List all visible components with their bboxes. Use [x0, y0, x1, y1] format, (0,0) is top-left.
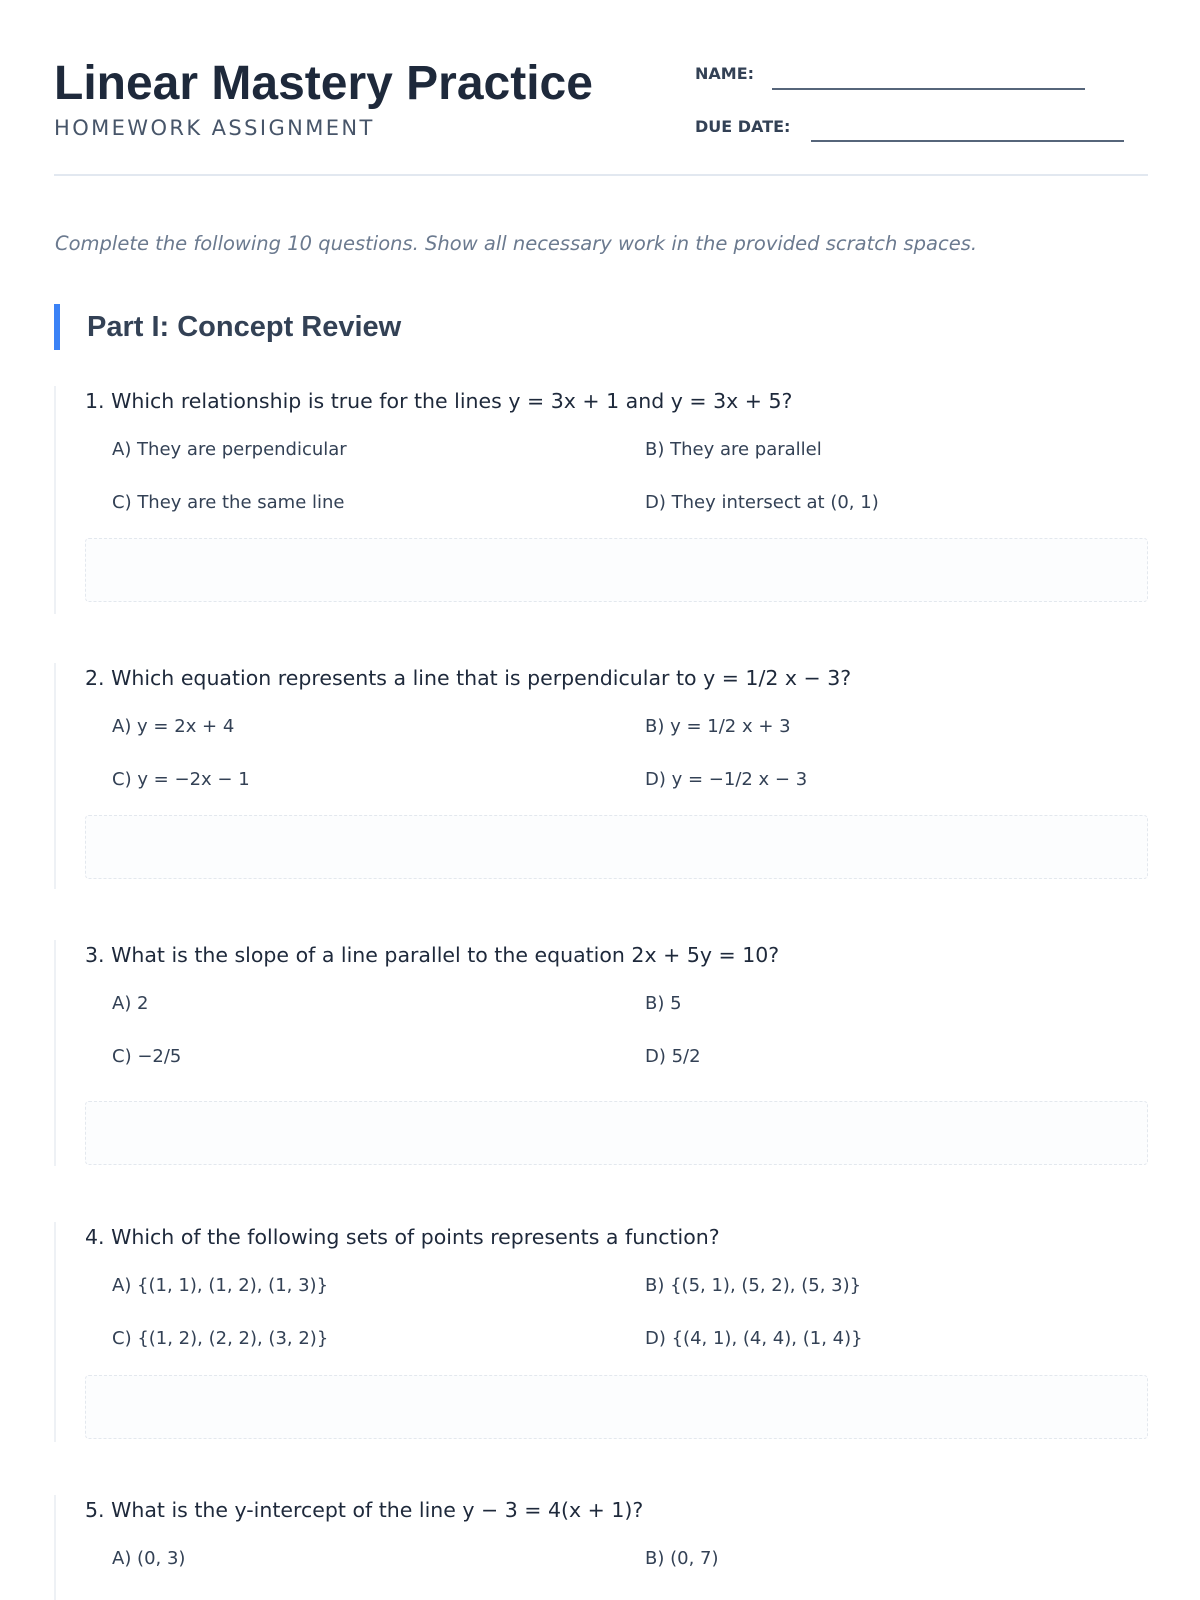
header-divider [54, 174, 1148, 176]
name-field-line[interactable] [772, 88, 1085, 90]
section-accent-bar [54, 304, 60, 350]
question-4 [54, 1222, 1150, 1442]
option-d[interactable]: D) {(4, 1), (4, 4), (1, 4)} [645, 1328, 863, 1349]
option-a[interactable]: A) {(1, 1), (1, 2), (1, 3)} [112, 1275, 329, 1296]
option-b[interactable]: B) (0, 7) [645, 1548, 719, 1569]
option-a[interactable]: A) They are perpendicular [112, 439, 347, 460]
due-date-field-line[interactable] [811, 140, 1124, 142]
option-a[interactable]: A) y = 2x + 4 [112, 716, 235, 737]
option-a[interactable]: A) (0, 3) [112, 1548, 186, 1569]
question-text: 5. What is the y-intercept of the line y − 3 = 4(x + 1)? [85, 1498, 644, 1522]
instructions: Complete the following 10 questions. Show all necessary work in the provided scratch spaces. [55, 232, 978, 255]
option-b[interactable]: B) 5 [645, 993, 682, 1014]
question-3 [54, 940, 1150, 1166]
option-d[interactable]: D) They intersect at (0, 1) [645, 492, 879, 513]
question-1 [54, 386, 1150, 614]
question-2 [54, 663, 1150, 889]
option-c[interactable]: C) {(1, 2), (2, 2), (3, 2)} [112, 1328, 329, 1349]
scratch-space[interactable] [85, 1101, 1148, 1165]
option-c[interactable]: C) −2/5 [112, 1046, 182, 1067]
section-title: Part I: Concept Review [87, 311, 402, 343]
option-b[interactable]: B) They are parallel [645, 439, 822, 460]
option-d[interactable]: D) y = −1/2 x − 3 [645, 769, 808, 790]
question-text: 3. What is the slope of a line parallel to the equation 2x + 5y = 10? [85, 943, 780, 967]
question-text: 4. Which of the following sets of points represents a function? [85, 1225, 720, 1249]
question-text: 2. Which equation represents a line that is perpendicular to y = 1/2 x − 3? [85, 666, 852, 690]
question-5 [54, 1495, 1150, 1600]
worksheet-subtitle: HOMEWORK ASSIGNMENT [54, 116, 375, 140]
option-b[interactable]: B) {(5, 1), (5, 2), (5, 3)} [645, 1275, 862, 1296]
option-a[interactable]: A) 2 [112, 993, 149, 1014]
option-d[interactable]: D) 5/2 [645, 1046, 701, 1067]
option-c[interactable]: C) y = −2x − 1 [112, 769, 250, 790]
worksheet-title: Linear Mastery Practice [54, 57, 593, 110]
name-label: NAME: [695, 64, 755, 83]
scratch-space[interactable] [85, 815, 1148, 879]
question-text: 1. Which relationship is true for the lines y = 3x + 1 and y = 3x + 5? [85, 389, 793, 413]
option-c[interactable]: C) They are the same line [112, 492, 345, 513]
scratch-space[interactable] [85, 1375, 1148, 1439]
scratch-space[interactable] [85, 538, 1148, 602]
option-b[interactable]: B) y = 1/2 x + 3 [645, 716, 791, 737]
due-date-label: DUE DATE: [695, 117, 791, 136]
